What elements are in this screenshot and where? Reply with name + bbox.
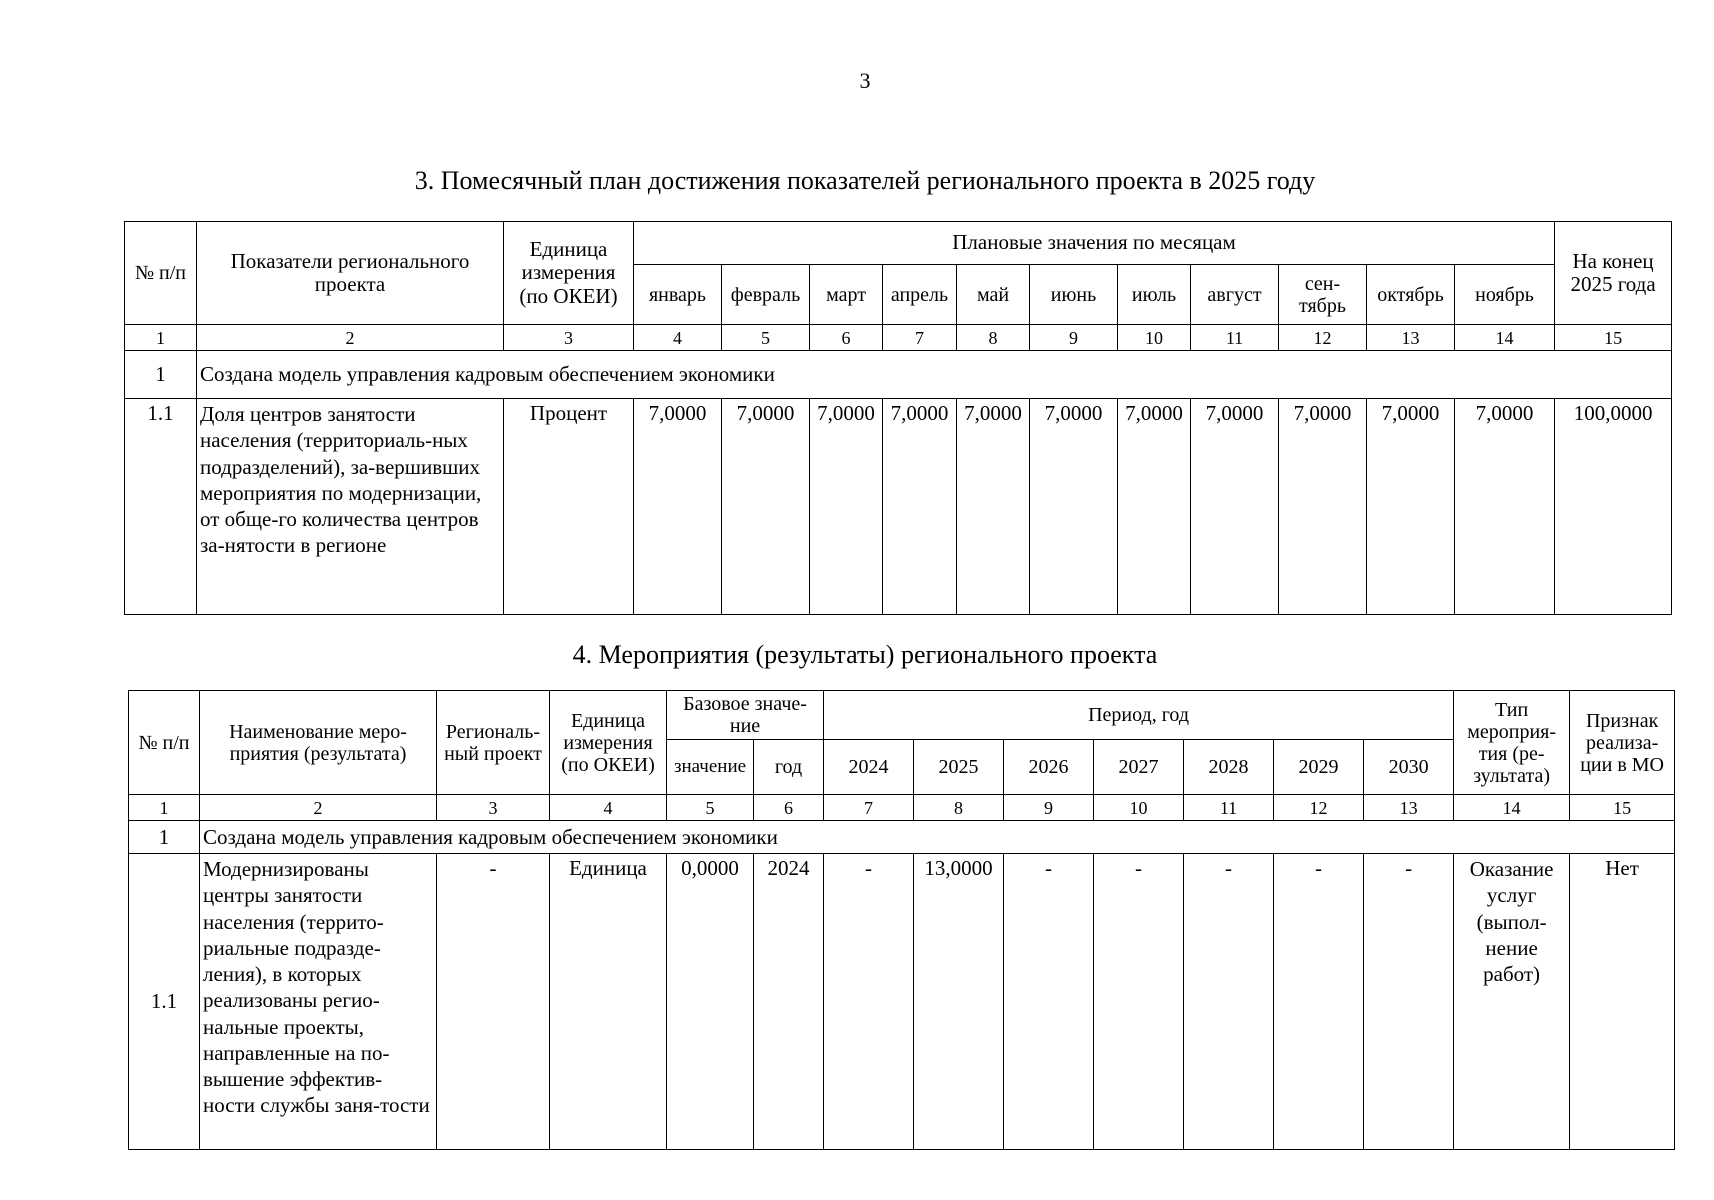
year-value: - bbox=[1004, 854, 1094, 1150]
section-number: 1 bbox=[125, 351, 197, 399]
column-number: 6 bbox=[810, 325, 883, 351]
column-number: 2 bbox=[200, 795, 437, 821]
column-number: 13 bbox=[1364, 795, 1454, 821]
header-year: 2026 bbox=[1004, 740, 1094, 795]
header-month: май bbox=[957, 265, 1030, 325]
column-number: 14 bbox=[1455, 325, 1555, 351]
month-value: 7,0000 bbox=[634, 399, 722, 615]
header-month: июнь bbox=[1030, 265, 1118, 325]
month-value: 7,0000 bbox=[1191, 399, 1279, 615]
column-number: 4 bbox=[634, 325, 722, 351]
header-month: январь bbox=[634, 265, 722, 325]
header-month: март bbox=[810, 265, 883, 325]
header-event-name: Наименование меро-приятия (результата) bbox=[200, 691, 437, 795]
table2-title: 4. Мероприятия (результаты) регионального проекта bbox=[572, 640, 1158, 669]
column-number: 6 bbox=[754, 795, 824, 821]
header-year: 2030 bbox=[1364, 740, 1454, 795]
column-number: 13 bbox=[1367, 325, 1455, 351]
year-value: 13,0000 bbox=[914, 854, 1004, 1150]
row-number: 1.1 bbox=[125, 399, 197, 615]
column-number: 10 bbox=[1118, 325, 1191, 351]
year-value: - bbox=[1364, 854, 1454, 1150]
header-year: 2025 bbox=[914, 740, 1004, 795]
month-value: 7,0000 bbox=[1030, 399, 1118, 615]
column-number: 14 bbox=[1454, 795, 1570, 821]
base-year: 2024 bbox=[754, 854, 824, 1150]
column-number: 11 bbox=[1191, 325, 1279, 351]
section-title: Создана модель управления кадровым обеспечением экономики bbox=[200, 821, 1675, 854]
event-type-value: Оказание услуг (выпол-нение работ) bbox=[1454, 854, 1570, 1150]
column-number: 9 bbox=[1030, 325, 1118, 351]
year-value: - bbox=[1184, 854, 1274, 1150]
end-of-year-value: 100,0000 bbox=[1555, 399, 1672, 615]
column-number: 8 bbox=[957, 325, 1030, 351]
mo-sign-value: Нет bbox=[1570, 854, 1675, 1150]
header-regional-project: Региональ-ный проект bbox=[437, 691, 550, 795]
monthly-plan-table bbox=[124, 221, 1672, 615]
events-table bbox=[128, 690, 1675, 1150]
year-value: - bbox=[1094, 854, 1184, 1150]
header-month: октябрь bbox=[1367, 265, 1455, 325]
header-base-value: значение bbox=[667, 740, 754, 795]
page-number: 3 bbox=[859, 68, 871, 93]
header-period-group: Период, год bbox=[824, 691, 1454, 740]
month-value: 7,0000 bbox=[1455, 399, 1555, 615]
header-year: 2024 bbox=[824, 740, 914, 795]
year-value: - bbox=[1274, 854, 1364, 1150]
column-number: 2 bbox=[197, 325, 504, 351]
header-month: август bbox=[1191, 265, 1279, 325]
column-number: 10 bbox=[1094, 795, 1184, 821]
column-number: 11 bbox=[1184, 795, 1274, 821]
month-value: 7,0000 bbox=[1279, 399, 1367, 615]
indicator-unit: Процент bbox=[504, 399, 634, 615]
column-number: 3 bbox=[437, 795, 550, 821]
column-number: 9 bbox=[1004, 795, 1094, 821]
column-number: 7 bbox=[824, 795, 914, 821]
table1-title: 3. Помесячный план достижения показателей регионального проекта в 2025 году bbox=[414, 166, 1316, 195]
section-number: 1 bbox=[129, 821, 200, 854]
regional-project-value: - bbox=[437, 854, 550, 1150]
section-title: Создана модель управления кадровым обеспечением экономики bbox=[197, 351, 1672, 399]
header-year: 2029 bbox=[1274, 740, 1364, 795]
column-number: 5 bbox=[667, 795, 754, 821]
column-number: 3 bbox=[504, 325, 634, 351]
header-year: 2028 bbox=[1184, 740, 1274, 795]
header-year: 2027 bbox=[1094, 740, 1184, 795]
header-unit: Единица измерения (по ОКЕИ) bbox=[504, 222, 634, 325]
month-value: 7,0000 bbox=[722, 399, 810, 615]
column-number: 1 bbox=[125, 325, 197, 351]
header-month: февраль bbox=[722, 265, 810, 325]
header-event-type: Тип мероприя-тия (ре-зультата) bbox=[1454, 691, 1570, 795]
column-number: 15 bbox=[1555, 325, 1672, 351]
header-indicator: Показатели регионального проекта bbox=[197, 222, 504, 325]
header-num: № п/п bbox=[129, 691, 200, 795]
column-number: 12 bbox=[1279, 325, 1367, 351]
month-value: 7,0000 bbox=[1367, 399, 1455, 615]
column-number: 8 bbox=[914, 795, 1004, 821]
header-mo-sign: Признак реализа-ции в МО bbox=[1570, 691, 1675, 795]
header-monthly-group: Плановые значения по месяцам bbox=[634, 222, 1555, 265]
column-number: 7 bbox=[883, 325, 957, 351]
month-value: 7,0000 bbox=[883, 399, 957, 615]
month-value: 7,0000 bbox=[957, 399, 1030, 615]
indicator-name: Доля центров занятости населения (территориаль-ных подразделений), за-вершивших мероприятия по модернизации, от обще-го количества центров за-нятости в регионе bbox=[197, 399, 504, 615]
header-base-group: Базовое значе-ние bbox=[667, 691, 824, 740]
header-end-of-year: На конец 2025 года bbox=[1555, 222, 1672, 325]
column-number: 15 bbox=[1570, 795, 1675, 821]
header-month: июль bbox=[1118, 265, 1191, 325]
header-num: № п/п bbox=[125, 222, 197, 325]
month-value: 7,0000 bbox=[810, 399, 883, 615]
header-unit: Единица измерения (по ОКЕИ) bbox=[550, 691, 667, 795]
row-number: 1.1 bbox=[129, 854, 200, 1150]
event-name: Модернизированы центры занятости населения (террито-риальные подразде-ления), в которых реализованы регио-нальные проекты, направленные на по-вышение эффектив-ности службы заня-тости bbox=[200, 854, 437, 1150]
month-value: 7,0000 bbox=[1118, 399, 1191, 615]
column-number: 12 bbox=[1274, 795, 1364, 821]
header-base-year: год bbox=[754, 740, 824, 795]
base-value: 0,0000 bbox=[667, 854, 754, 1150]
header-month: апрель bbox=[883, 265, 957, 325]
column-number: 5 bbox=[722, 325, 810, 351]
header-month: ноябрь bbox=[1455, 265, 1555, 325]
event-unit: Единица bbox=[550, 854, 667, 1150]
column-number: 1 bbox=[129, 795, 200, 821]
year-value: - bbox=[824, 854, 914, 1150]
header-month: сен-тябрь bbox=[1279, 265, 1367, 325]
column-number: 4 bbox=[550, 795, 667, 821]
